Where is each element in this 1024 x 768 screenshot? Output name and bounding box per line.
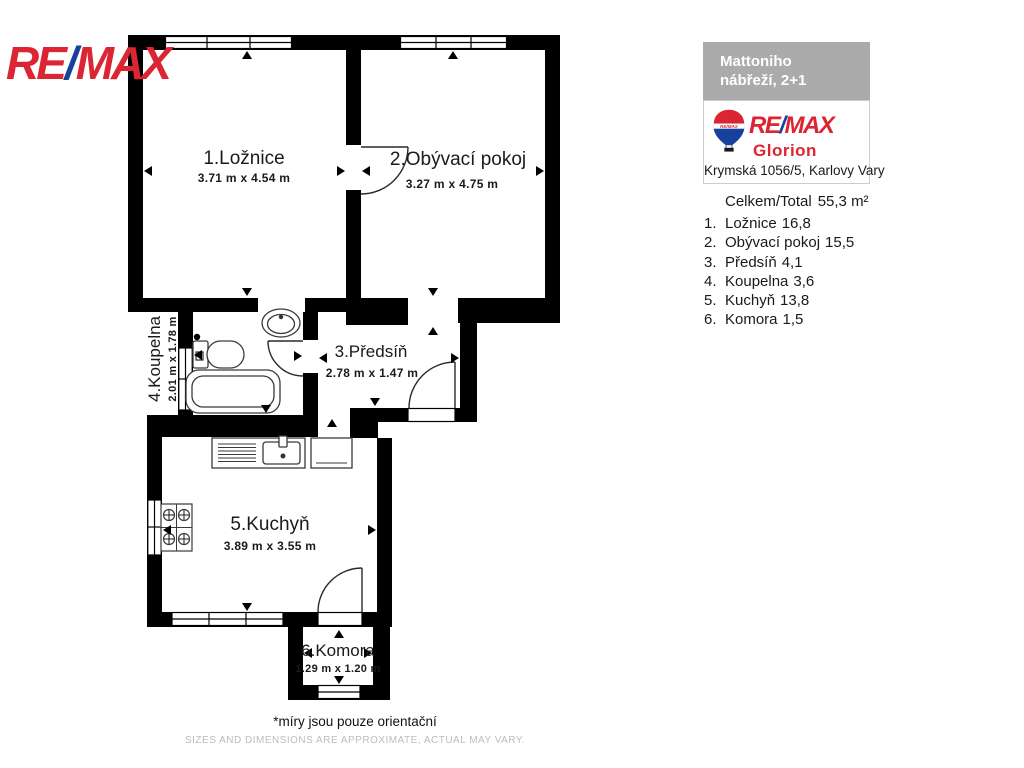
stove-icon bbox=[161, 504, 192, 551]
room-area-item: 5. Kuchyň 13,8 bbox=[704, 292, 810, 310]
total-area-label: Celkem/Total bbox=[725, 193, 812, 210]
room-label-loznice: 1.Ložnice bbox=[203, 148, 285, 169]
room-dims-loznice: 3.71 m x 4.54 m bbox=[197, 171, 291, 185]
total-area bbox=[704, 193, 889, 210]
disclaimer-cs: *míry jsou pouze orientační bbox=[273, 714, 437, 729]
office-name: Glorion bbox=[753, 141, 817, 160]
remax-balloon-icon bbox=[712, 108, 746, 152]
remax-logo-re: RE bbox=[6, 37, 64, 89]
room-label-koupelna: 4.Koupelna bbox=[145, 315, 164, 403]
listing-title-line2: nábřeží, 2+1 bbox=[720, 72, 807, 89]
room-area-item: 2. Obývací pokoj 15,5 bbox=[704, 234, 855, 252]
total-area-value: 55,3 m² bbox=[817, 193, 869, 210]
room-label-kuchyn: 5.Kuchyň bbox=[230, 514, 310, 535]
room-dims-predsin: 2.78 m x 1.47 m bbox=[325, 366, 419, 380]
kitchen-appliance-icon bbox=[311, 438, 352, 468]
sink-icon bbox=[262, 309, 300, 337]
room-area-item: 4. Koupelna 3,6 bbox=[704, 272, 815, 290]
office-logo-remax: RE/MAX bbox=[749, 112, 834, 139]
room-dims-komora: 1.29 m x 1.20 m bbox=[295, 663, 381, 675]
remax-logo-slash: / bbox=[64, 37, 75, 89]
room-dims-obyvaci-pokoj: 3.27 m x 4.75 m bbox=[405, 177, 499, 191]
office-logo-box bbox=[703, 100, 885, 184]
room-label-obyvaci-pokoj: 2.Obývací pokoj bbox=[389, 149, 527, 170]
listing-title-line1: Mattoniho bbox=[720, 53, 792, 70]
disclaimer-en: SIZES AND DIMENSIONS ARE APPROXIMATE, ACTUAL MAY VARY. bbox=[184, 735, 526, 746]
kitchen-counter-sink-icon bbox=[212, 436, 305, 468]
room-area-item: 6. Komora 1,5 bbox=[704, 311, 804, 329]
room-label-predsin: 3.Předsíň bbox=[334, 342, 408, 361]
remax-logo bbox=[6, 37, 169, 89]
listing-title bbox=[703, 42, 870, 100]
office-address: Krymská 1056/5, Karlovy Vary bbox=[704, 163, 885, 178]
room-area-item: 3. Předsíň 4,1 bbox=[704, 253, 803, 271]
remax-logo-max: MAX bbox=[75, 37, 169, 89]
svg-text:RE/MAX: RE/MAX bbox=[720, 123, 738, 129]
room-label-komora: 6.Komora bbox=[301, 641, 375, 660]
room-dims-kuchyn: 3.89 m x 3.55 m bbox=[223, 539, 317, 553]
room-area-list bbox=[704, 214, 889, 330]
room-area-item: 1. Ložnice 16,8 bbox=[704, 215, 811, 232]
area-summary bbox=[704, 193, 889, 330]
room-dims-koupelna: 2.01 m x 1.78 m bbox=[167, 316, 179, 402]
